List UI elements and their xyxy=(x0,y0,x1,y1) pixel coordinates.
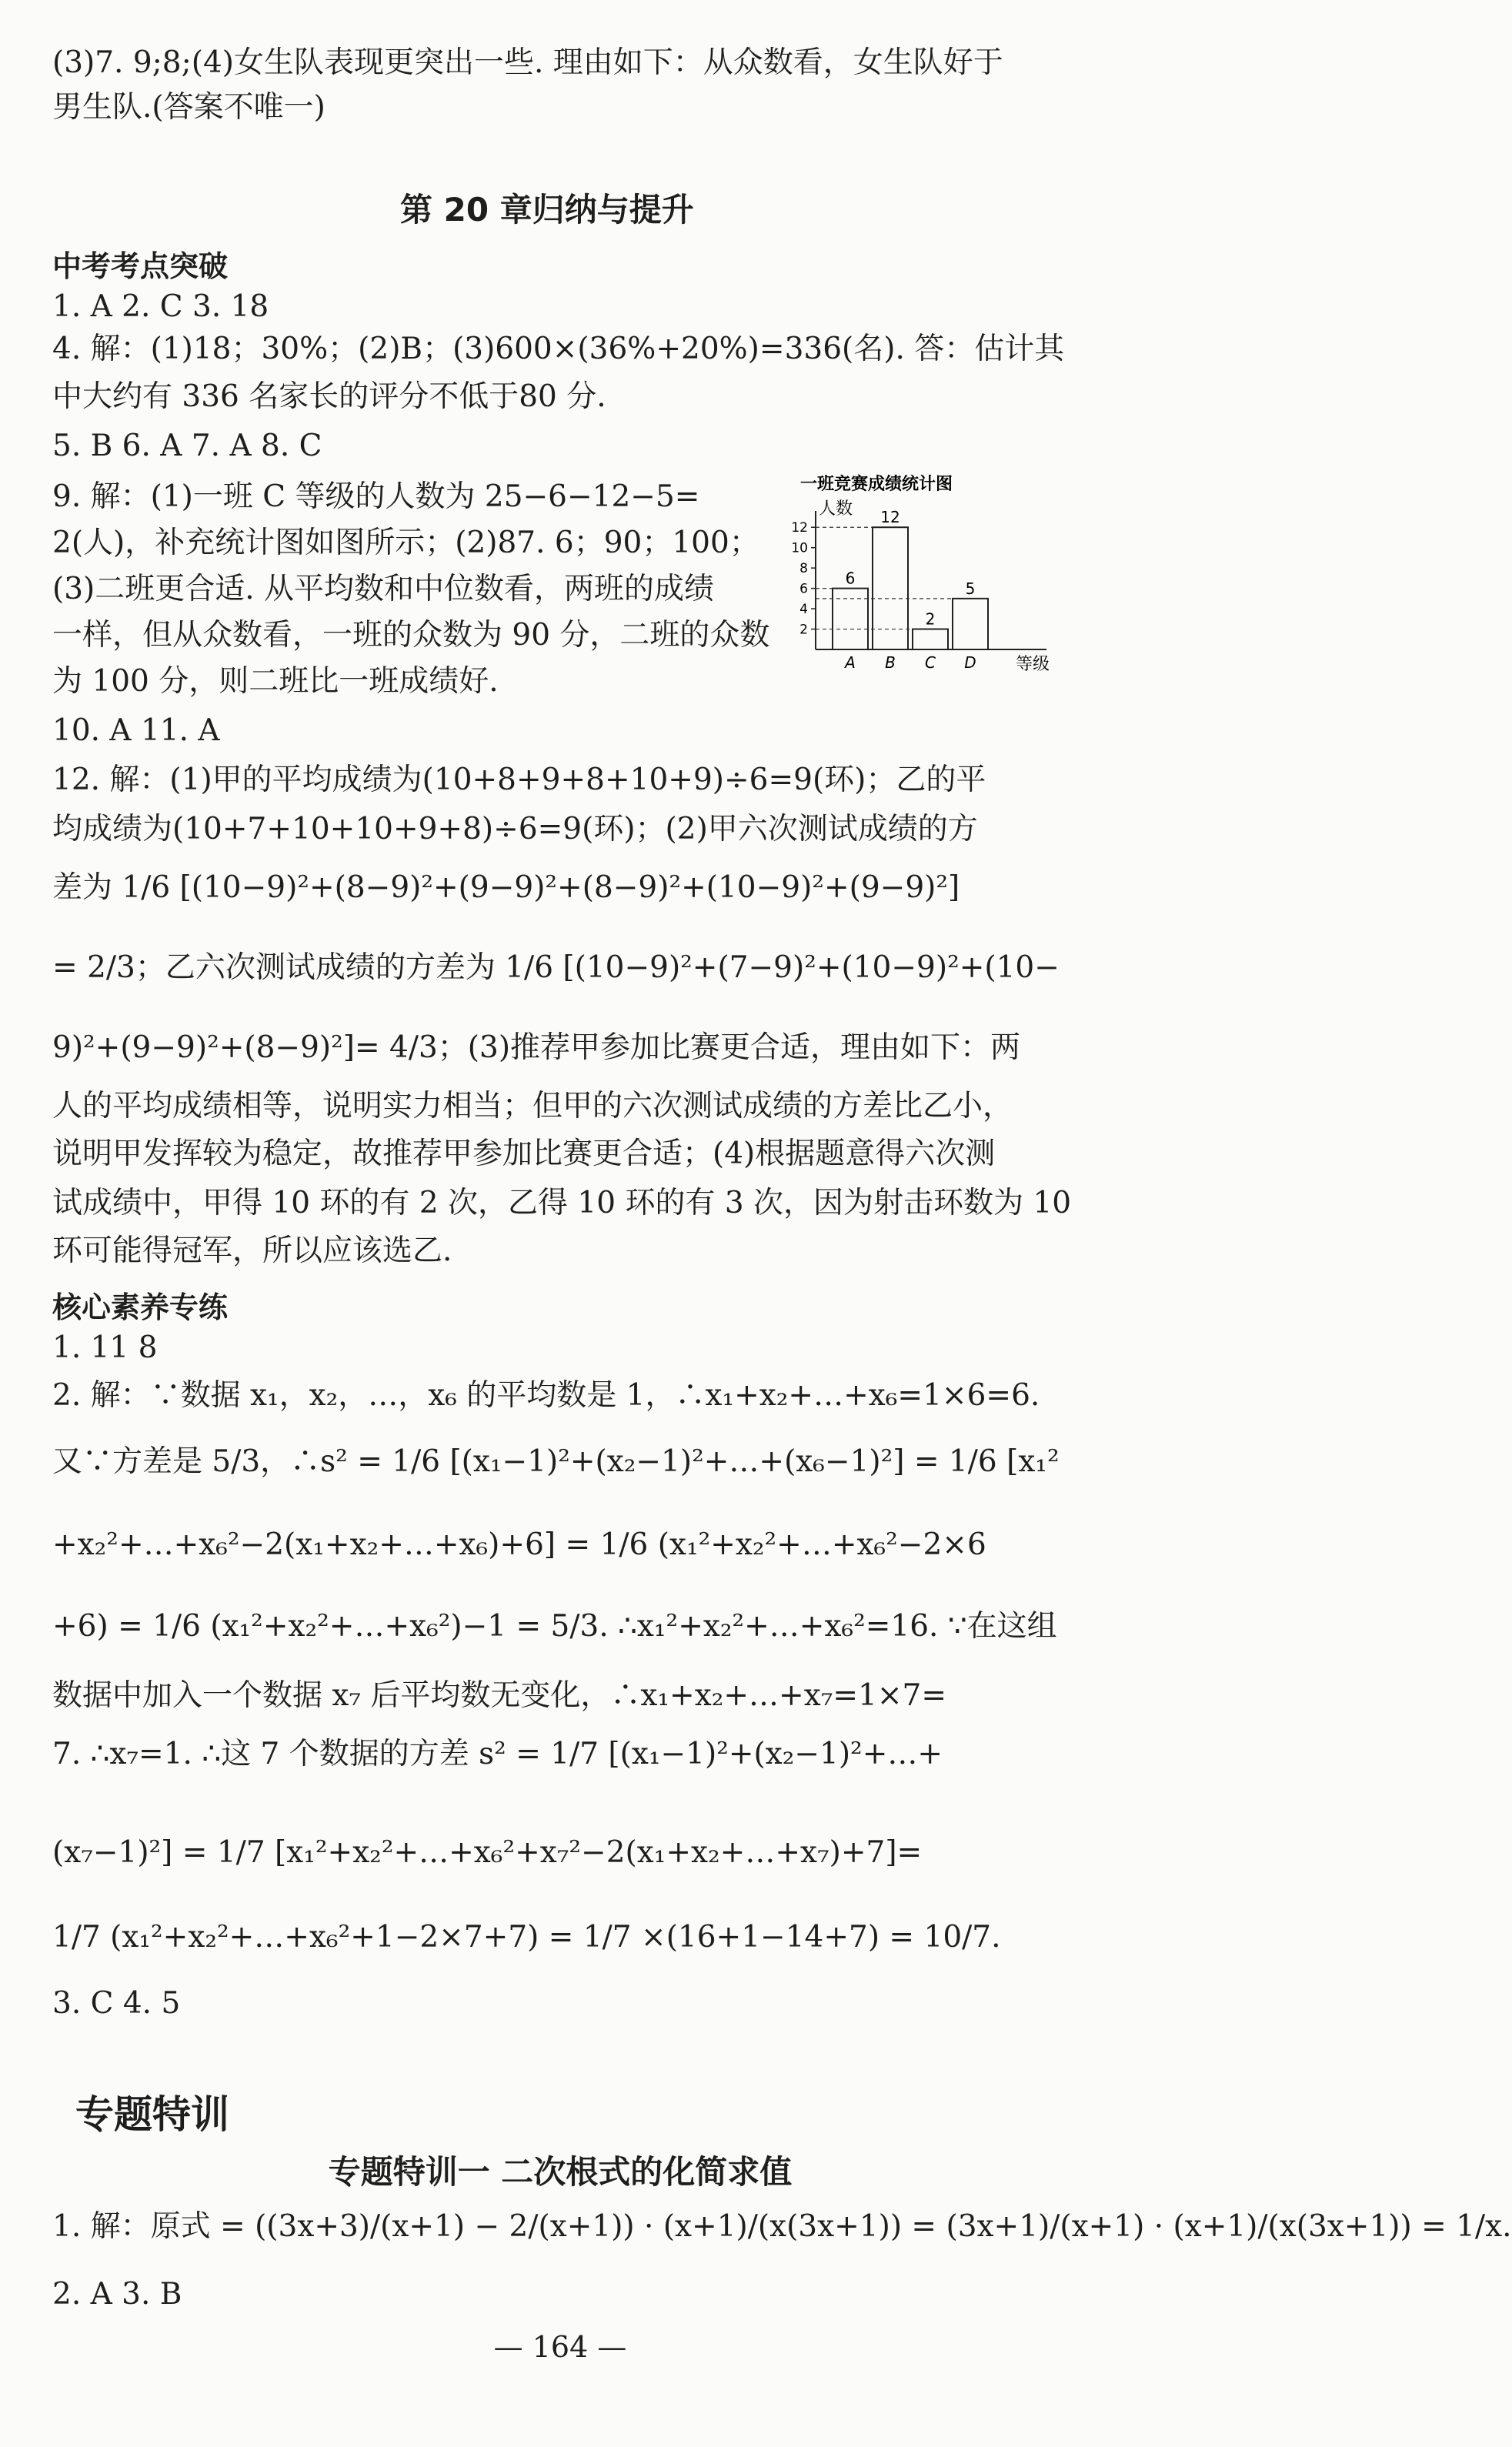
text-line: 7. ∴x₇=1. ∴这 7 个数据的方差 s² = 1/7 [(x₁−1)²+(x₂−1)²+…+ xyxy=(52,1737,943,1771)
text-line: 男生队.(答案不唯一) xyxy=(52,90,325,125)
text-line: +x₂²+…+x₆²−2(x₁+x₂+…+x₆)+6] = 1/6 (x₁²+x₂²+…+x₆²−2×6 xyxy=(52,1527,986,1562)
y-tick-label: 6 xyxy=(799,581,808,597)
y-tick-label: 10 xyxy=(791,540,808,556)
chart-xlabel: 等级 xyxy=(1016,655,1050,674)
bar-value-label: 12 xyxy=(880,508,900,527)
bar-value-label: 2 xyxy=(925,609,936,629)
category-label: D xyxy=(964,653,976,672)
text-line: 3. C 4. 5 xyxy=(52,1986,181,2021)
text-line: 均成绩为(10+7+10+10+9+8)÷6=9(环)；(2)甲六次测试成绩的方 xyxy=(52,812,978,846)
special-topic-heading: 专题特训 xyxy=(75,2092,229,2137)
text-line: 2(人)，补充统计图如图所示；(2)87. 6；90；100； xyxy=(52,526,759,560)
text-line: 数据中加入一个数据 x₇ 后平均数无变化，∴x₁+x₂+…+x₇=1×7= xyxy=(52,1678,947,1713)
text-line: 4. 解：(1)18；30%；(2)B；(3)600×(36%+20%)=336(名). 答：估计其 xyxy=(52,332,1065,366)
y-tick-label: 12 xyxy=(791,520,808,536)
text-line: 9)²+(9−9)²+(8−9)²]= 4/3；(3)推荐甲参加比赛更合适，理由如下：两 xyxy=(52,1030,1021,1065)
bar-value-label: 5 xyxy=(965,579,976,598)
y-tick-label: 8 xyxy=(799,561,808,577)
text-line: 一样，但从众数看，一班的众数为 90 分，二班的众数 xyxy=(52,618,770,653)
section-heading: 中考考点突破 xyxy=(52,249,229,283)
text-line: 2. 解：∵数据 x₁，x₂，…，x₆ 的平均数是 1，∴x₁+x₂+…+x₆=1×6=6. xyxy=(52,1378,1040,1413)
text-line: 1. A 2. C 3. 18 xyxy=(52,289,269,324)
topic-subheading: 专题特训一 二次根式的化简求值 xyxy=(328,2153,793,2191)
text-line: 试成绩中，甲得 10 环的有 2 次，乙得 10 环的有 3 次，因为射击环数为 10 xyxy=(52,1186,1072,1220)
text-line: +6) = 1/6 (x₁²+x₂²+…+x₆²)−1 = 5/3. ∴x₁²+x₂²+…+x₆²=16. ∵在这组 xyxy=(52,1609,1057,1644)
bar xyxy=(953,599,988,649)
text-line: 9. 解：(1)一班 C 等级的人数为 25−6−12−5= xyxy=(52,479,700,514)
bar-chart xyxy=(785,471,1108,679)
text-line: 环可能得冠军，所以应该选乙. xyxy=(52,1234,452,1268)
chapter-heading: 第 20 章归纳与提升 xyxy=(400,191,694,229)
bar xyxy=(913,629,948,649)
text-line: 1. 11 8 xyxy=(52,1330,158,1365)
text-line: 1. 解：原式 = ((3x+3)/(x+1) − 2/(x+1)) · (x+1)/(x(3x+1)) = (3x+1)/(x+1) · (x+1)/(x(3x+1)) = 1/x. xyxy=(52,2209,1512,2244)
text-line: (3)7. 9;8;(4)女生队表现更突出一些. 理由如下：从众数看，女生队好于 xyxy=(52,45,1003,80)
text-line: 12. 解：(1)甲的平均成绩为(10+8+9+8+10+9)÷6=9(环)；乙的平 xyxy=(52,763,986,797)
text-line: 又∵方差是 5/3，∴s² = 1/6 [(x₁−1)²+(x₂−1)²+…+(x₆−1)²] = 1/6 [x₁² xyxy=(52,1444,1060,1479)
chart-ylabel: 人数 xyxy=(819,499,853,519)
text-line: 5. B 6. A 7. A 8. C xyxy=(52,429,322,463)
y-tick-label: 2 xyxy=(799,622,808,638)
bar xyxy=(873,527,908,649)
text-line: 2. A 3. B xyxy=(52,2277,182,2312)
text-line: (3)二班更合适. 从平均数和中位数看，两班的成绩 xyxy=(52,572,715,606)
bar-value-label: 6 xyxy=(845,569,856,588)
text-line: 人的平均成绩相等，说明实力相当；但甲的六次测试成绩的方差比乙小， xyxy=(52,1089,1013,1123)
bar xyxy=(833,589,868,649)
category-label: C xyxy=(925,653,936,672)
text-line: 10. A 11. A xyxy=(52,713,220,748)
text-line: 为 100 分，则二班比一班成绩好. xyxy=(52,664,499,699)
category-label: B xyxy=(885,653,896,672)
text-line: 1/7 (x₁²+x₂²+…+x₆²+1−2×7+7) = 1/7 ×(16+1−14+7) = 10/7. xyxy=(52,1920,1001,1955)
text-line: 说明甲发挥较为稳定，故推荐甲参加比赛更合适；(4)根据题意得六次测 xyxy=(52,1137,996,1171)
text-line: 中大约有 336 名家长的评分不低于80 分. xyxy=(52,379,606,414)
section-heading: 核心素养专练 xyxy=(52,1290,229,1324)
text-line: = 2/3；乙六次测试成绩的方差为 1/6 [(10−9)²+(7−9)²+(10−9)²+(10− xyxy=(52,950,1060,985)
chart-title: 一班竞赛成绩统计图 xyxy=(800,475,953,494)
text-line: (x₇−1)²] = 1/7 [x₁²+x₂²+…+x₆²+x₇²−2(x₁+x₂+…+x₇)+7]= xyxy=(52,1835,923,1870)
y-tick-label: 4 xyxy=(799,602,808,618)
category-label: A xyxy=(845,653,856,672)
page-number: — 164 — xyxy=(493,2330,627,2364)
text-line: 差为 1/6 [(10−9)²+(8−9)²+(9−9)²+(8−9)²+(10−9)²+(9−9)²] xyxy=(52,870,960,905)
